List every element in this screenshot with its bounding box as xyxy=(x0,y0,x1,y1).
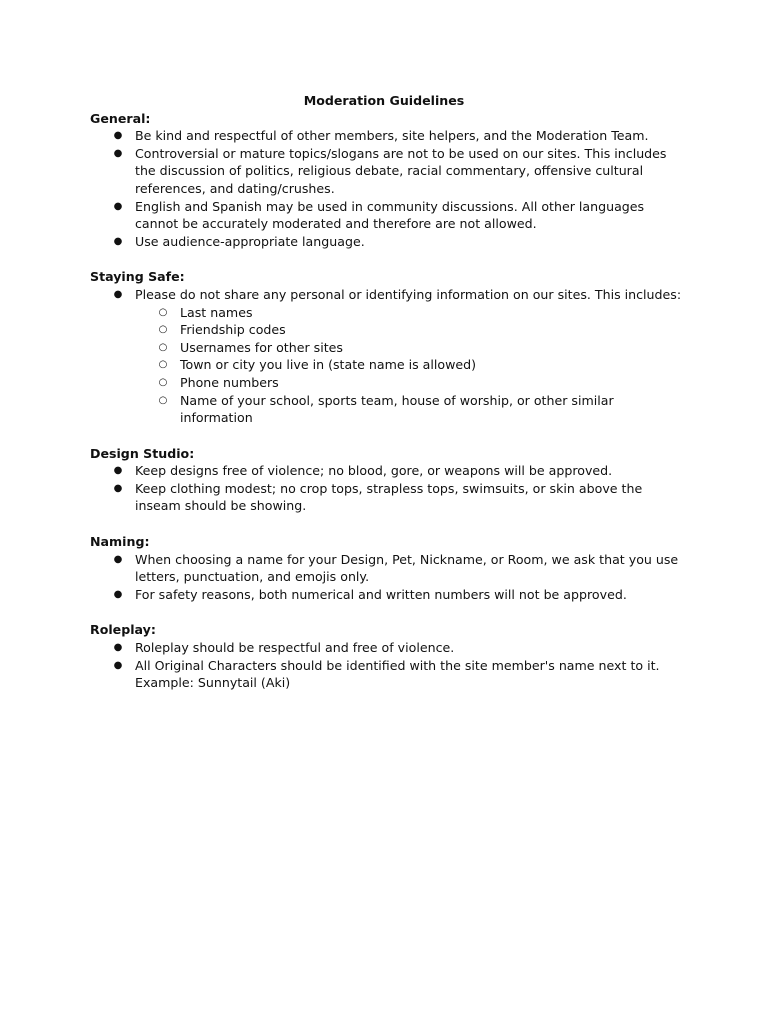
hollow-bullet-icon: ○ xyxy=(158,394,168,406)
bullet-list-design-studio xyxy=(90,462,690,515)
bullet-icon: ● xyxy=(113,482,123,494)
section-naming xyxy=(90,533,690,603)
section-roleplay xyxy=(90,621,690,691)
bullet-list-roleplay xyxy=(90,639,690,692)
list-item: ● Roleplay should be respectful and free of violence. xyxy=(113,640,455,656)
hollow-bullet-icon: ○ xyxy=(158,306,168,318)
section-staying-safe xyxy=(90,268,690,426)
section-heading-general: General: xyxy=(90,110,151,126)
bullet-icon: ● xyxy=(113,200,123,212)
bullet-icon: ● xyxy=(113,553,123,565)
document-title: Moderation Guidelines xyxy=(303,93,465,108)
section-general xyxy=(90,110,690,251)
section-heading-naming: Naming: xyxy=(90,534,150,550)
sub-list-item: ○ Town or city you live in (state name is allowed) xyxy=(158,357,477,373)
list-item: ● Be kind and respectful of other members, site helpers, and the Moderation Team. xyxy=(113,128,649,144)
bullet-icon: ● xyxy=(113,288,123,300)
list-item: ● For safety reasons, both numerical and written numbers will not be approved. xyxy=(113,586,627,602)
bullet-list-general xyxy=(90,127,690,250)
bullet-list-naming xyxy=(90,551,690,604)
list-item: ● Use audience-appropriate language. xyxy=(113,233,365,249)
sub-list-item: ○ Last names xyxy=(158,304,253,320)
bullet-icon: ● xyxy=(113,465,123,477)
list-item: ● All Original Characters should be identified with the site member's name next to it. Example: Sunnytail (Aki) xyxy=(113,657,660,691)
sub-list-item: ○ Phone numbers xyxy=(158,374,279,390)
list-item: ● Keep designs free of violence; no blood, gore, or weapons will be approved. xyxy=(113,463,613,479)
bullet-icon: ● xyxy=(113,588,123,600)
hollow-bullet-icon: ○ xyxy=(158,341,168,353)
sub-list-personal-info xyxy=(135,304,690,427)
bullet-icon: ● xyxy=(113,235,123,247)
hollow-bullet-icon: ○ xyxy=(158,359,168,371)
hollow-bullet-icon: ○ xyxy=(158,324,168,336)
section-heading-design-studio: Design Studio: xyxy=(90,445,195,461)
document-body xyxy=(90,92,690,710)
list-item: ● Controversial or mature topics/slogans are not to be used on our sites. This includes the discussion of politics, religious debate, racial commentary, offensive cultural references, and dating/crushes. xyxy=(113,145,667,196)
sub-list-item: ○ Usernames for other sites xyxy=(158,339,343,355)
section-design-studio xyxy=(90,445,690,515)
section-heading-roleplay: Roleplay: xyxy=(90,622,156,638)
roleplay-example: Example: Sunnytail (Aki) xyxy=(135,675,291,691)
bullet-icon: ● xyxy=(113,642,123,654)
bullet-icon: ● xyxy=(113,130,123,142)
bullet-icon: ● xyxy=(113,659,123,671)
hollow-bullet-icon: ○ xyxy=(158,376,168,388)
bullet-list-staying-safe xyxy=(90,286,690,427)
bullet-icon: ● xyxy=(113,147,123,159)
list-item: ● Keep clothing modest; no crop tops, strapless tops, swimsuits, or skin above the inseam should be showing. xyxy=(113,480,643,514)
sub-list-item: ○ Name of your school, sports team, house of worship, or other similar information xyxy=(158,392,614,426)
list-item: ● Please do not share any personal or identifying information on our sites. This includes: ○ Last names ○ Friendship codes ○ Usernames for other sites ○ Town or city you live in (state name is allowed) ○ Phone numbers ○ Name of your school, sports team, house of worship, or other similar information xyxy=(135,286,690,427)
sub-list-item: ○ Friendship codes xyxy=(158,322,286,338)
section-heading-staying-safe: Staying Safe: xyxy=(90,269,185,285)
list-item: ● When choosing a name for your Design, Pet, Nickname, or Room, we ask that you use letters, punctuation, and emojis only. xyxy=(113,551,679,585)
list-item: ● English and Spanish may be used in community discussions. All other languages cannot be accurately moderated and therefore are not allowed. xyxy=(113,198,645,232)
